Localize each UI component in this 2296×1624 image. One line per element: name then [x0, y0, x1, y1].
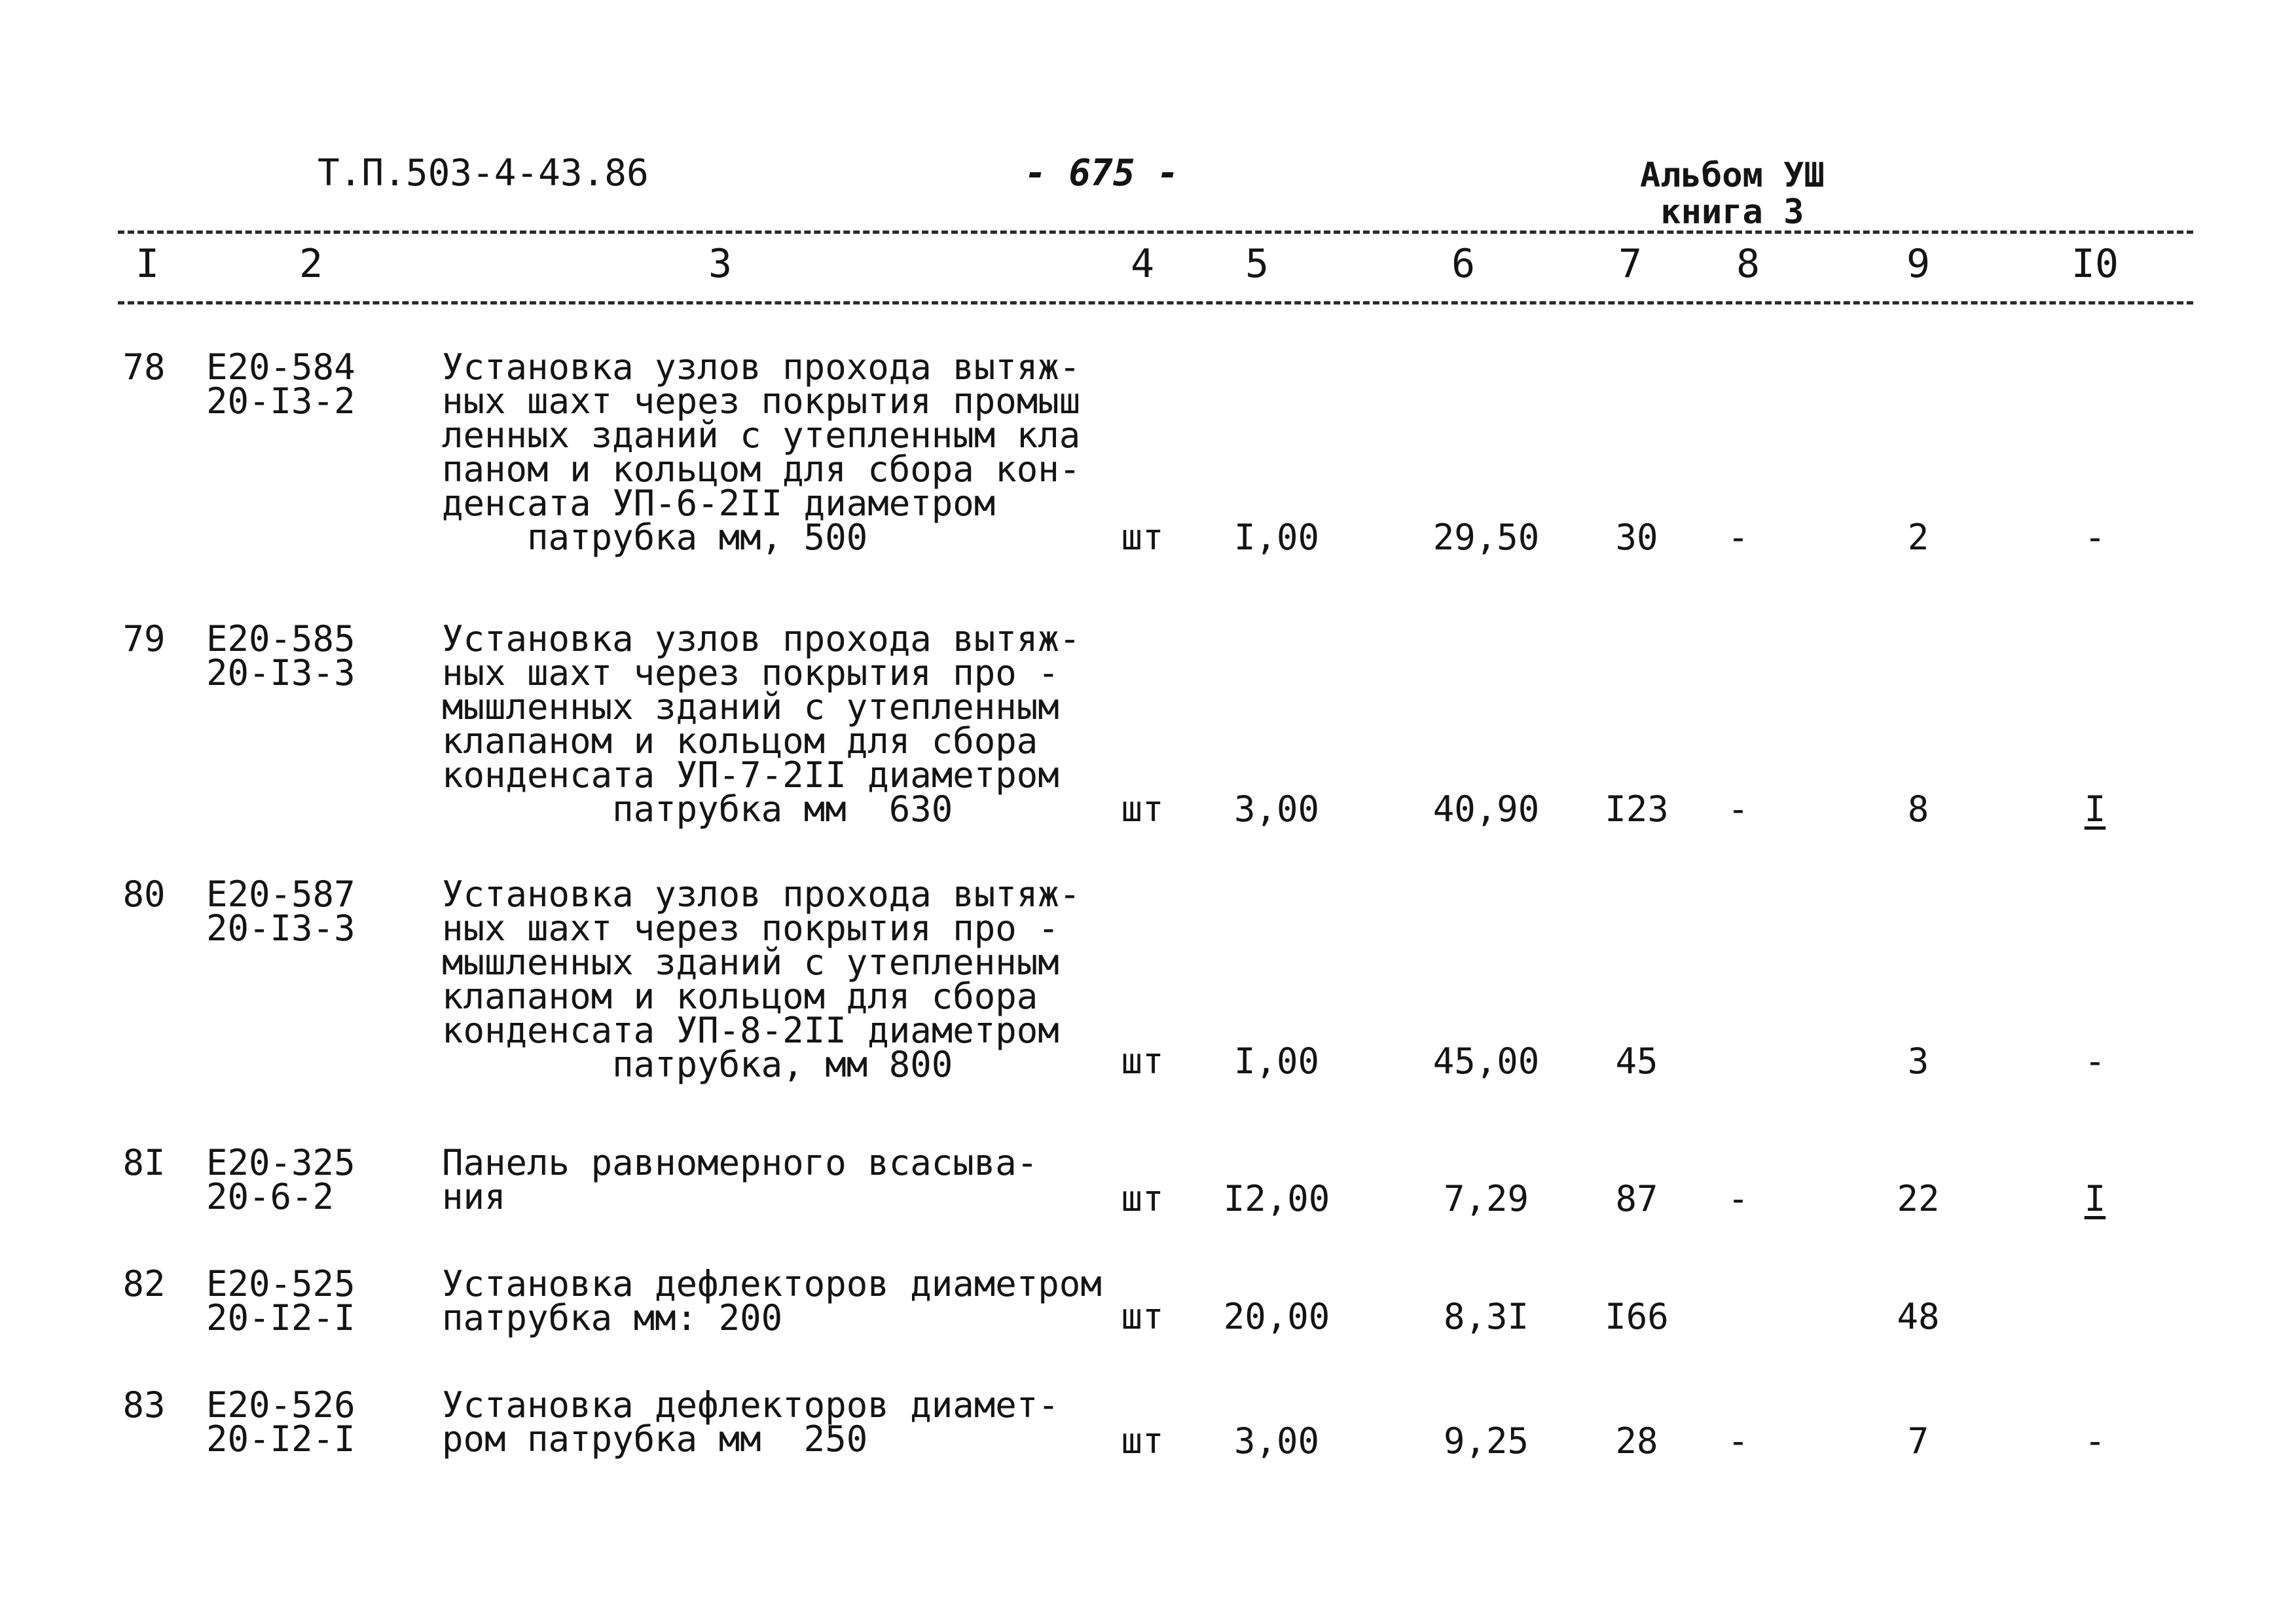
- column-header-10: I0: [2071, 241, 2119, 287]
- column-header-2: 2: [299, 241, 323, 287]
- work-description: Установка узлов прохода вытяж- ных шахт через покрытия про - мышленных зданий с утепленным клапаном и кольцом для сбора конденсата УП-8-2II диаметром патрубка, мм 800: [442, 874, 1081, 1085]
- total-cost: 28: [1615, 1420, 1658, 1462]
- column-header-8: 8: [1736, 241, 1760, 287]
- column-10-value: I: [2084, 788, 2106, 830]
- work-description: Установка узлов прохода вытяж- ных шахт через покрытия про - мышленных зданий с утепленным клапаном и кольцом для сбора конденсата УП-7-2II диаметром патрубка мм 630: [442, 618, 1081, 830]
- quantity: 3,00: [1233, 788, 1320, 830]
- work-description: Панель равномерного всасыва- ния: [442, 1142, 1038, 1217]
- norm-code: E20-584 20-I3-2: [206, 346, 355, 422]
- column-9-value: 22: [1897, 1178, 1940, 1219]
- column-9-value: 7: [1907, 1420, 1929, 1462]
- column-10-value: -: [2084, 517, 2106, 558]
- total-cost: 87: [1615, 1178, 1658, 1219]
- column-header-9: 9: [1906, 241, 1931, 287]
- column-header-5: 5: [1245, 241, 1269, 287]
- column-header-1: I: [135, 241, 160, 287]
- work-description: Установка дефлекторов диаметром патрубка мм: 200: [442, 1263, 1102, 1338]
- row-number: 79: [122, 618, 166, 659]
- row-number: 78: [122, 346, 166, 388]
- total-cost: 30: [1615, 517, 1658, 558]
- row-number: 83: [122, 1384, 166, 1426]
- document-code: Т.П.503-4-43.86: [318, 152, 649, 194]
- norm-code: E20-325 20-6-2: [206, 1142, 355, 1217]
- column-header-3: 3: [708, 241, 733, 287]
- quantity: I2,00: [1223, 1178, 1330, 1219]
- unit: шт: [1121, 1178, 1164, 1219]
- column-8-value: -: [1727, 1178, 1749, 1219]
- header-rule-top: [118, 231, 2193, 234]
- unit-price: 7,29: [1443, 1178, 1529, 1219]
- column-9-value: 2: [1907, 517, 1929, 558]
- norm-code: E20-525 20-I2-I: [206, 1263, 355, 1338]
- album-label: [1640, 157, 1825, 231]
- unit-price: 40,90: [1432, 788, 1540, 830]
- row-number: 82: [122, 1263, 166, 1304]
- unit-price: 45,00: [1432, 1041, 1540, 1082]
- column-9-value: 48: [1897, 1296, 1940, 1337]
- album-line-2: книга 3: [1660, 193, 1804, 232]
- unit: шт: [1121, 788, 1164, 830]
- work-description: Установка дефлекторов диамет- ром патрубка мм 250: [442, 1384, 1059, 1460]
- unit: шт: [1121, 1420, 1164, 1462]
- column-8-value: -: [1727, 517, 1749, 558]
- column-10-value: I: [2084, 1178, 2106, 1219]
- column-9-value: 3: [1907, 1041, 1929, 1082]
- unit-price: 9,25: [1443, 1420, 1529, 1462]
- unit: шт: [1121, 1041, 1164, 1082]
- norm-code: E20-585 20-I3-3: [206, 618, 355, 693]
- total-cost: I23: [1605, 788, 1669, 830]
- unit-price: 8,3I: [1443, 1296, 1529, 1337]
- quantity: I,00: [1233, 1041, 1320, 1082]
- quantity: 20,00: [1223, 1296, 1330, 1337]
- total-cost: I66: [1605, 1296, 1669, 1337]
- row-number: 8I: [122, 1142, 166, 1183]
- column-10-value: -: [2084, 1420, 2106, 1462]
- column-9-value: 8: [1907, 788, 1929, 830]
- column-8-value: -: [1727, 1420, 1749, 1462]
- norm-code: E20-587 20-I3-3: [206, 874, 355, 949]
- total-cost: 45: [1615, 1041, 1658, 1082]
- norm-code: E20-526 20-I2-I: [206, 1384, 355, 1460]
- quantity: I,00: [1233, 517, 1320, 558]
- column-header-6: 6: [1451, 241, 1476, 287]
- album-line-1: Альбом УШ: [1640, 156, 1825, 195]
- unit: шт: [1121, 517, 1164, 558]
- column-10-value: -: [2084, 1041, 2106, 1082]
- page-number: - 675 -: [1025, 152, 1180, 194]
- unit: шт: [1121, 1296, 1164, 1337]
- row-number: 80: [122, 874, 166, 915]
- header-rule-bottom: [118, 301, 2193, 304]
- work-description: Установка узлов прохода вытяж- ных шахт через покрытия промыш ленных зданий с утепленным кла паном и кольцом для сбора кон- денсата УП-6-2II диаметром патрубка мм, 500: [442, 346, 1081, 558]
- column-8-value: -: [1727, 788, 1749, 830]
- unit-price: 29,50: [1432, 517, 1540, 558]
- column-header-7: 7: [1618, 241, 1643, 287]
- quantity: 3,00: [1233, 1420, 1320, 1462]
- column-header-4: 4: [1130, 241, 1155, 287]
